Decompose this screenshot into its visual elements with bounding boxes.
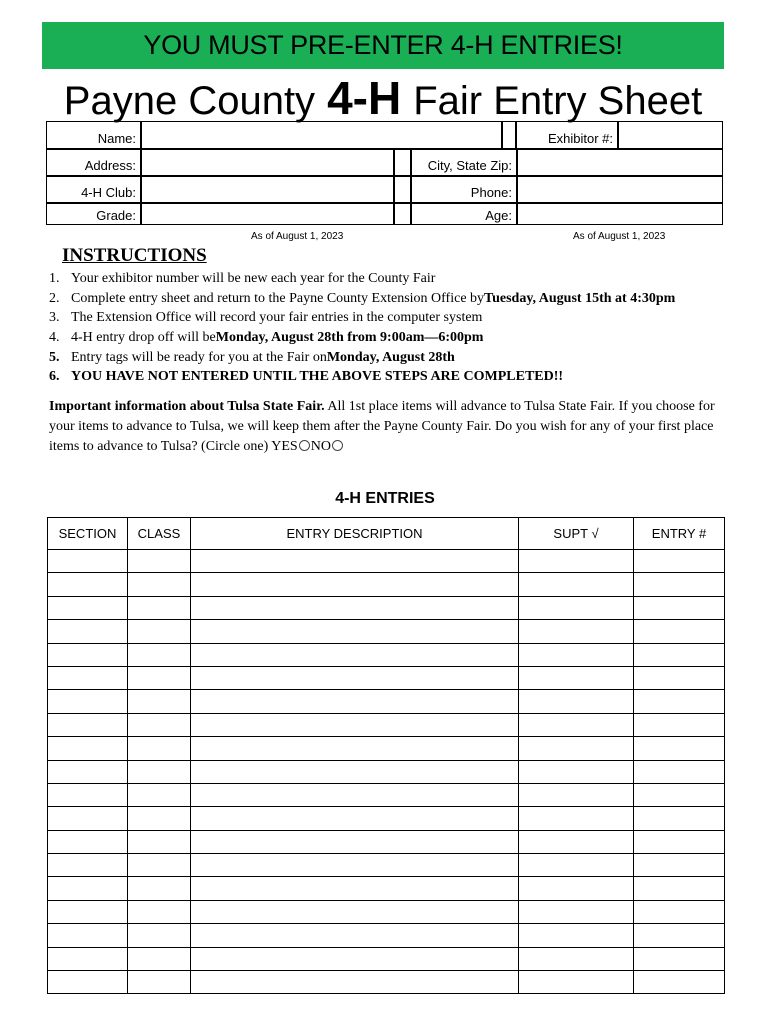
address-label-cell xyxy=(46,149,141,176)
supt-cell[interactable] xyxy=(519,971,634,994)
section-cell[interactable] xyxy=(48,854,128,877)
description-cell[interactable] xyxy=(191,573,519,596)
entry-row xyxy=(48,666,725,689)
description-cell[interactable] xyxy=(191,877,519,900)
entry-number-cell[interactable] xyxy=(634,924,725,947)
description-cell[interactable] xyxy=(191,924,519,947)
class-cell[interactable] xyxy=(128,666,191,689)
section-cell[interactable] xyxy=(48,760,128,783)
supt-cell[interactable] xyxy=(519,596,634,619)
title-before: Payne County xyxy=(63,79,316,123)
step-number: 2. xyxy=(49,290,60,306)
entry-number-cell[interactable] xyxy=(634,783,725,806)
supt-cell[interactable] xyxy=(519,924,634,947)
section-cell[interactable] xyxy=(48,807,128,830)
supt-cell[interactable] xyxy=(519,854,634,877)
class-cell[interactable] xyxy=(128,620,191,643)
entries-table xyxy=(47,517,725,994)
entry-number-cell[interactable] xyxy=(634,620,725,643)
club-label-cell xyxy=(46,176,141,203)
class-cell[interactable] xyxy=(128,573,191,596)
supt-cell[interactable] xyxy=(519,900,634,923)
entry-number-cell[interactable] xyxy=(634,737,725,760)
step-text: 4-H entry drop off will be xyxy=(71,330,216,346)
age-label: Age: xyxy=(485,208,512,223)
description-cell[interactable] xyxy=(191,783,519,806)
entry-number-cell[interactable] xyxy=(634,830,725,853)
class-cell[interactable] xyxy=(128,760,191,783)
section-cell[interactable] xyxy=(48,573,128,596)
step-text: Entry tags will be ready for you at the Fair on xyxy=(71,349,327,365)
phone-label: Phone: xyxy=(470,185,512,200)
exhibitor-label: Exhibitor #: xyxy=(547,131,613,146)
step-number: 5. xyxy=(49,349,60,365)
supt-cell[interactable] xyxy=(519,830,634,853)
city-state-zip-field[interactable] xyxy=(517,149,723,176)
address-gap-cell xyxy=(394,149,411,176)
exhibitor-info-grid xyxy=(46,121,723,225)
class-cell[interactable] xyxy=(128,947,191,970)
step-text: The Extension Office will record your fair entries in the computer system xyxy=(71,310,483,326)
supt-cell[interactable] xyxy=(519,573,634,596)
instruction-step xyxy=(49,310,749,330)
entry-number-cell[interactable] xyxy=(634,713,725,736)
class-cell[interactable] xyxy=(128,596,191,619)
class-cell[interactable] xyxy=(128,737,191,760)
section-cell[interactable] xyxy=(48,550,128,573)
entry-number-cell[interactable] xyxy=(634,690,725,713)
description-cell[interactable] xyxy=(191,620,519,643)
supt-cell[interactable] xyxy=(519,737,634,760)
step-emphasis: YOU HAVE NOT ENTERED UNTIL THE ABOVE STEPS ARE COMPLETED!! xyxy=(71,369,564,385)
entry-row xyxy=(48,690,725,713)
entry-number-cell[interactable] xyxy=(634,760,725,783)
entry-row xyxy=(48,737,725,760)
supt-cell[interactable] xyxy=(519,947,634,970)
entry-number-cell[interactable] xyxy=(634,666,725,689)
section-cell[interactable] xyxy=(48,971,128,994)
grade-label-cell xyxy=(46,203,141,225)
section-cell[interactable] xyxy=(48,643,128,666)
entry-number-cell[interactable] xyxy=(634,947,725,970)
step-emphasis: Monday, August 28th xyxy=(326,349,455,365)
supt-cell[interactable] xyxy=(519,690,634,713)
description-cell[interactable] xyxy=(191,760,519,783)
club-gap-cell xyxy=(394,176,411,203)
class-cell[interactable] xyxy=(128,807,191,830)
instruction-step xyxy=(49,369,749,389)
class-cell[interactable] xyxy=(128,783,191,806)
instruction-step xyxy=(49,330,749,350)
entry-number-cell[interactable] xyxy=(634,573,725,596)
supt-cell[interactable] xyxy=(519,877,634,900)
supt-cell[interactable] xyxy=(519,713,634,736)
section-cell[interactable] xyxy=(48,666,128,689)
entry-row xyxy=(48,877,725,900)
description-cell[interactable] xyxy=(191,830,519,853)
club-label: 4-H Club: xyxy=(81,185,136,200)
instruction-step xyxy=(49,271,749,291)
grade-as-of-note: As of August 1, 2023 xyxy=(251,231,344,242)
title-4h: 4-H xyxy=(327,72,402,124)
entry-row xyxy=(48,783,725,806)
section-cell[interactable] xyxy=(48,737,128,760)
phone-field[interactable] xyxy=(517,176,723,203)
section-cell[interactable] xyxy=(48,690,128,713)
age-field[interactable] xyxy=(517,203,723,225)
grade-field[interactable] xyxy=(141,203,394,225)
section-cell[interactable] xyxy=(48,830,128,853)
name-label-cell xyxy=(46,121,141,149)
step-number: 3. xyxy=(49,310,60,326)
class-cell[interactable] xyxy=(128,971,191,994)
tulsa-info-heading: Important information about Tulsa State Fair. xyxy=(49,399,325,414)
entry-number-cell[interactable] xyxy=(634,900,725,923)
description-cell[interactable] xyxy=(191,947,519,970)
supt-cell[interactable] xyxy=(519,620,634,643)
description-column-header: ENTRY DESCRIPTION xyxy=(191,518,519,550)
supt-cell[interactable] xyxy=(519,807,634,830)
name-field[interactable] xyxy=(141,121,502,149)
title-after: Fair Entry Sheet xyxy=(413,79,703,123)
section-column-header: SECTION xyxy=(48,518,128,550)
tulsa-info-text: All 1st place items will advance to Tulsa State Fair. If you choose for your items to advance to Tulsa, we will keep them after the Payne County Fair. Do you wish for any of your first place items to advance to Tulsa? (Circle one) xyxy=(49,399,715,454)
city-label-cell xyxy=(411,149,517,176)
entry-number-column-header: ENTRY # xyxy=(634,518,725,550)
entries-body xyxy=(48,550,725,994)
entry-number-cell[interactable] xyxy=(634,877,725,900)
grade-label: Grade: xyxy=(96,208,136,223)
step-text: Complete entry sheet and return to the Payne County Extension Office by xyxy=(71,290,485,306)
entry-number-cell[interactable] xyxy=(634,971,725,994)
class-cell[interactable] xyxy=(128,900,191,923)
description-cell[interactable] xyxy=(191,713,519,736)
description-cell[interactable] xyxy=(191,666,519,689)
class-cell[interactable] xyxy=(128,854,191,877)
entry-row xyxy=(48,947,725,970)
section-cell[interactable] xyxy=(48,713,128,736)
entry-row xyxy=(48,900,725,923)
name-gap-cell xyxy=(502,121,516,149)
yes-option: YES xyxy=(271,439,298,454)
description-cell[interactable] xyxy=(191,690,519,713)
class-cell[interactable] xyxy=(128,877,191,900)
entry-row xyxy=(48,830,725,853)
class-cell[interactable] xyxy=(128,690,191,713)
section-cell[interactable] xyxy=(48,924,128,947)
entry-row xyxy=(48,620,725,643)
section-cell[interactable] xyxy=(48,900,128,923)
address-field[interactable] xyxy=(141,149,394,176)
supt-cell[interactable] xyxy=(519,783,634,806)
step-text: Your exhibitor number will be new each year for the County Fair xyxy=(71,271,436,286)
class-cell[interactable] xyxy=(128,924,191,947)
address-label: Address: xyxy=(84,158,136,173)
section-cell[interactable] xyxy=(48,783,128,806)
description-cell[interactable] xyxy=(191,854,519,877)
entries-heading: 4-H ENTRIES xyxy=(335,490,435,507)
instructions-heading: INSTRUCTIONS xyxy=(62,245,207,266)
section-cell[interactable] xyxy=(48,620,128,643)
entry-number-cell[interactable] xyxy=(634,807,725,830)
section-cell[interactable] xyxy=(48,877,128,900)
entry-row xyxy=(48,643,725,666)
entry-row xyxy=(48,596,725,619)
city-label: City, State Zip: xyxy=(427,158,512,173)
entry-number-cell[interactable] xyxy=(634,596,725,619)
step-emphasis: Monday, August 28th from 9:00am—6:00pm xyxy=(215,330,484,346)
entry-row xyxy=(48,760,725,783)
yes-circle-icon[interactable] xyxy=(299,440,310,451)
section-cell[interactable] xyxy=(48,596,128,619)
description-cell[interactable] xyxy=(191,596,519,619)
grade-gap-cell xyxy=(394,203,411,225)
class-cell[interactable] xyxy=(128,830,191,853)
step-emphasis: Tuesday, August 15th at 4:30pm xyxy=(484,290,676,306)
entry-row xyxy=(48,807,725,830)
description-cell[interactable] xyxy=(191,971,519,994)
entry-row xyxy=(48,924,725,947)
phone-label-cell xyxy=(411,176,517,203)
entry-number-cell[interactable] xyxy=(634,854,725,877)
supt-cell[interactable] xyxy=(519,666,634,689)
step-number: 6. xyxy=(49,369,60,385)
supt-cell[interactable] xyxy=(519,760,634,783)
entries-header-row xyxy=(48,518,725,550)
age-label-cell xyxy=(411,203,517,225)
supt-cell[interactable] xyxy=(519,550,634,573)
description-cell[interactable] xyxy=(191,550,519,573)
entry-number-cell[interactable] xyxy=(634,550,725,573)
instruction-step xyxy=(49,350,749,370)
instruction-step xyxy=(49,291,749,311)
entry-number-cell[interactable] xyxy=(634,643,725,666)
no-option: NO xyxy=(310,439,331,454)
club-field[interactable] xyxy=(141,176,394,203)
name-label: Name: xyxy=(97,131,136,146)
description-cell[interactable] xyxy=(191,643,519,666)
class-cell[interactable] xyxy=(128,643,191,666)
exhibitor-label-cell xyxy=(516,121,618,149)
class-cell[interactable] xyxy=(128,550,191,573)
class-column-header: CLASS xyxy=(128,518,191,550)
supt-column-header: SUPT √ xyxy=(519,518,634,550)
age-as-of-note: As of August 1, 2023 xyxy=(573,231,666,242)
tulsa-fair-info xyxy=(49,397,719,457)
description-cell[interactable] xyxy=(191,807,519,830)
banner-text: YOU MUST PRE-ENTER 4-H ENTRIES! xyxy=(143,30,623,60)
entry-row xyxy=(48,854,725,877)
section-cell[interactable] xyxy=(48,947,128,970)
entry-row xyxy=(48,713,725,736)
entry-row xyxy=(48,971,725,994)
page-title xyxy=(42,71,724,123)
class-cell[interactable] xyxy=(128,713,191,736)
no-circle-icon[interactable] xyxy=(332,440,343,451)
pre-enter-banner xyxy=(42,22,724,69)
entry-row xyxy=(48,550,725,573)
step-number: 4. xyxy=(49,330,60,346)
description-cell[interactable] xyxy=(191,737,519,760)
entry-row xyxy=(48,573,725,596)
supt-cell[interactable] xyxy=(519,643,634,666)
description-cell[interactable] xyxy=(191,900,519,923)
exhibitor-number-field[interactable] xyxy=(618,121,723,149)
instructions-list xyxy=(49,271,749,389)
step-number: 1. xyxy=(49,271,60,286)
